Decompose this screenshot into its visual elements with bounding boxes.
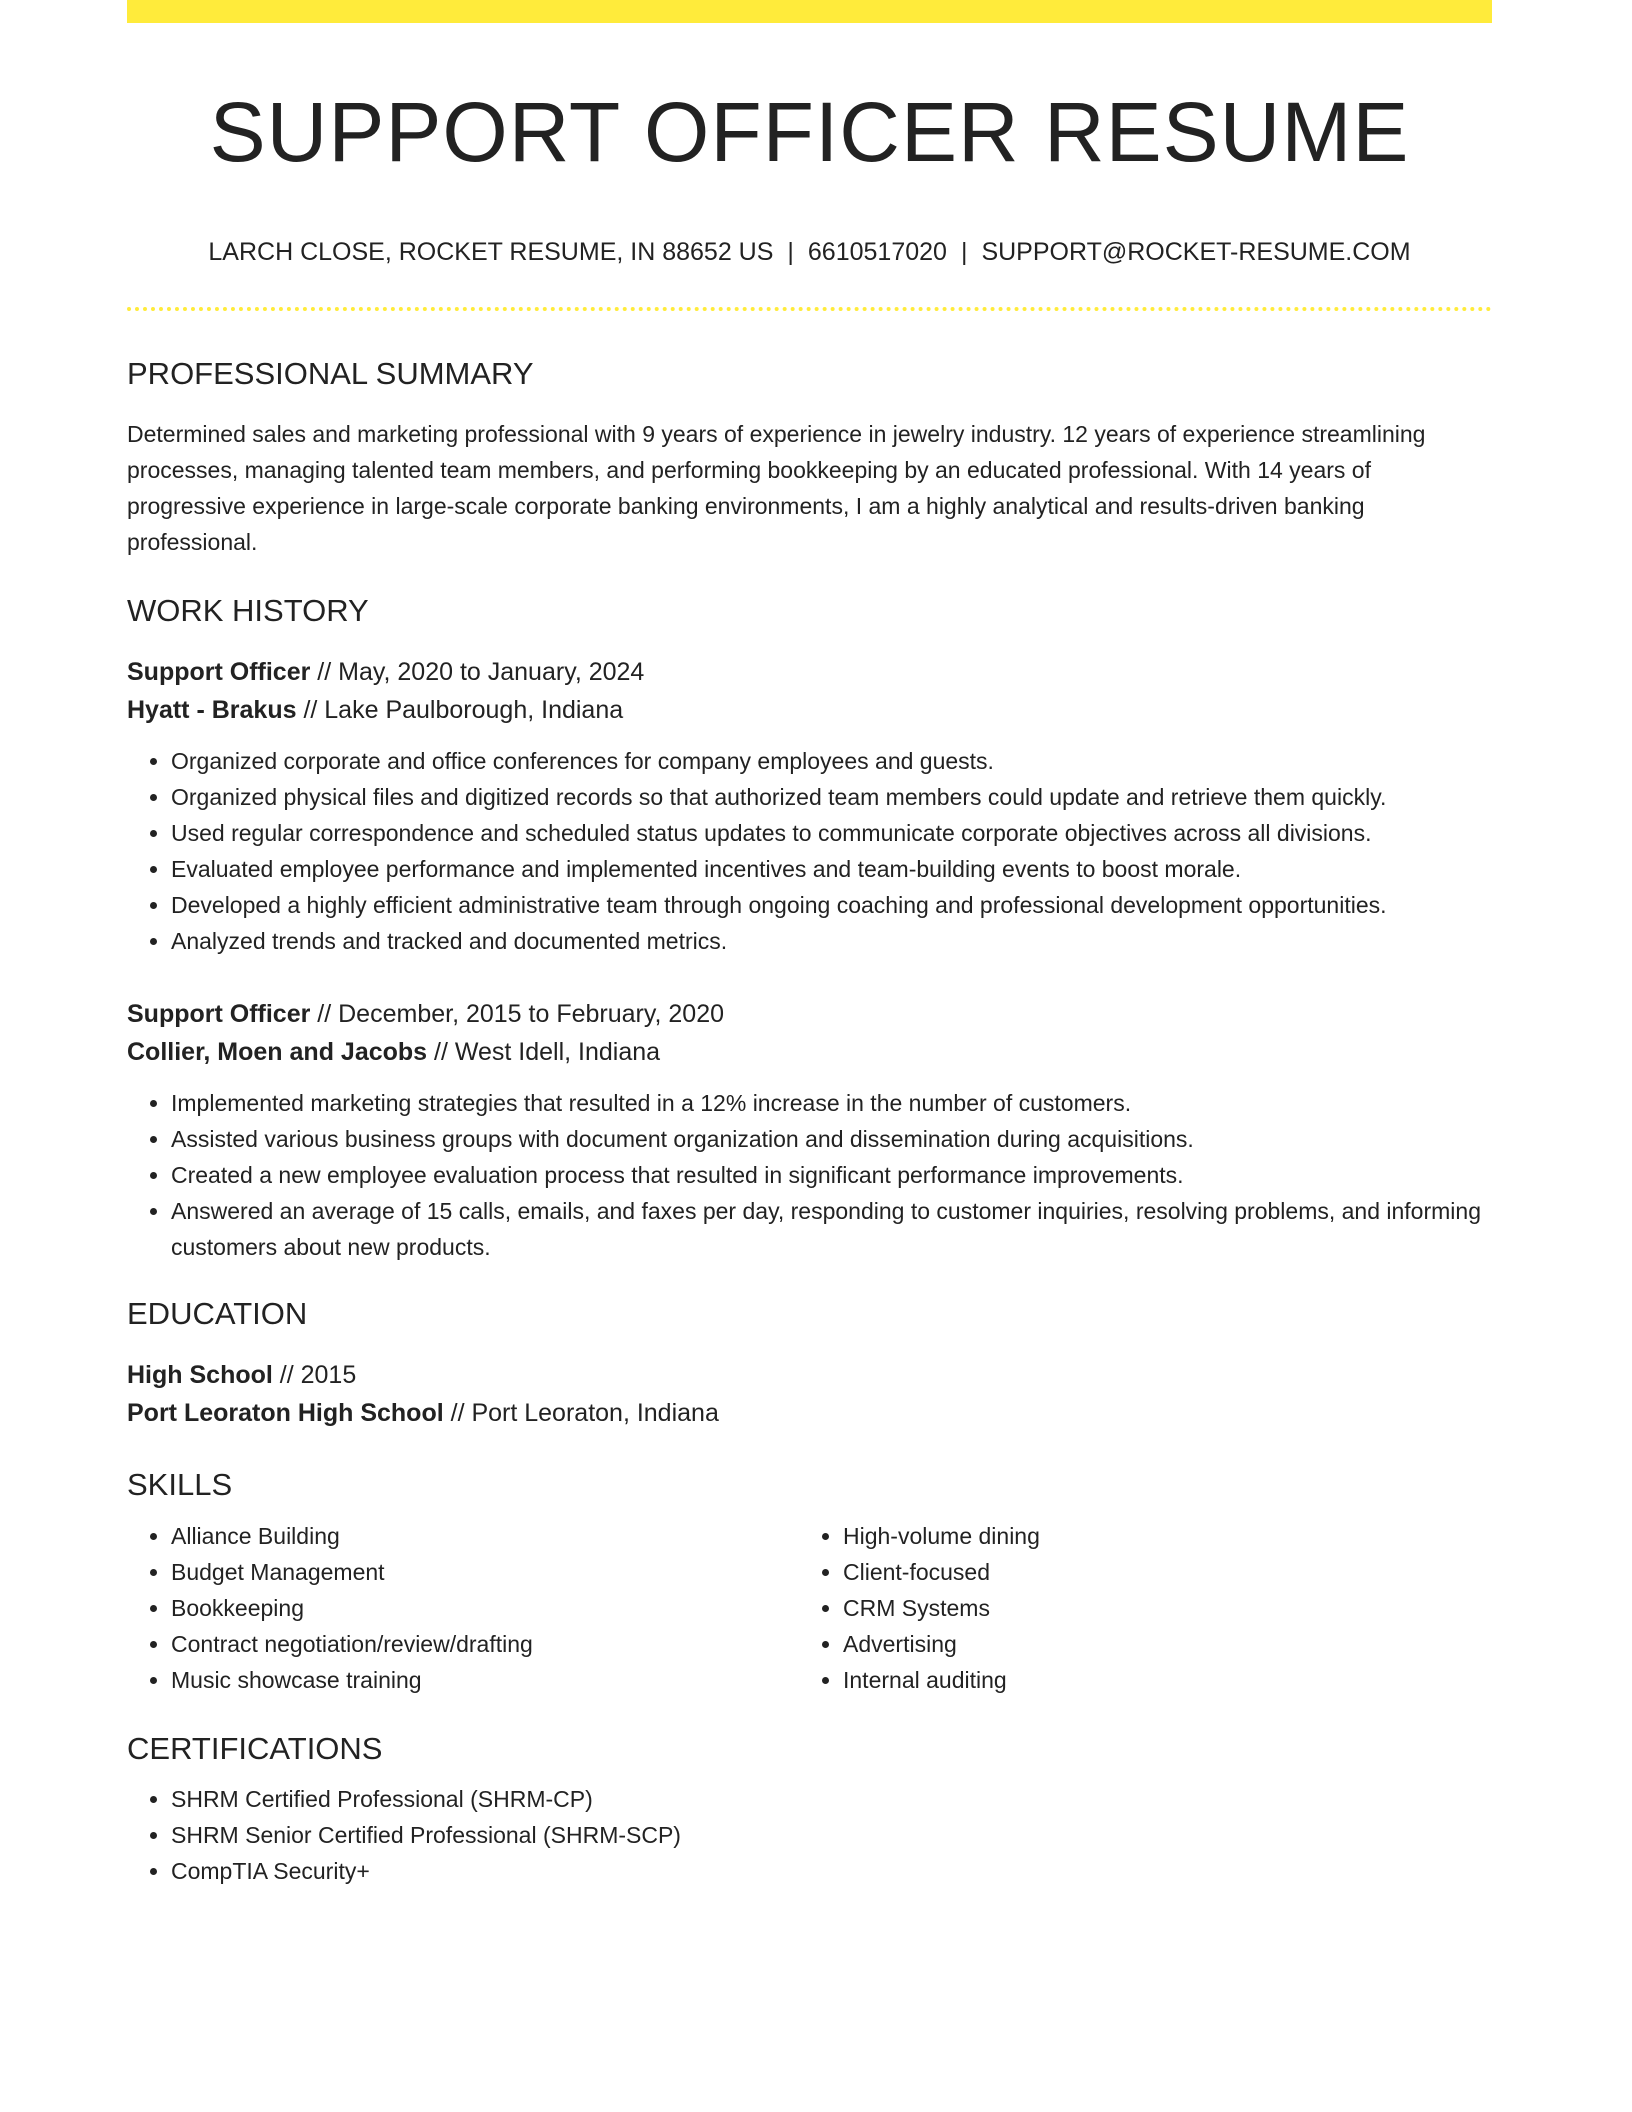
job-title-line [127,653,1492,691]
work-history-section [127,592,1492,1265]
job-company: Collier, Moen and Jacobs [127,1038,428,1067]
summary-text: Determined sales and marketing professional with 9 years of experience in jewelry industry. 12 years of experience streamlining processes, managing talented team members, and performing bookkeeping by an educated professional. With 14 years of progressive experience in large-scale corporate banking environments, I am a highly analytical and results-driven banking professional. [127,421,1426,556]
contact-address: LARCH CLOSE, ROCKET RESUME, IN 88652 US [208,238,774,267]
job-entry [127,653,1492,959]
certifications-list [127,1781,1492,1889]
list-item: • High-volume dining [843,1518,1471,1554]
list-item: • Used regular correspondence and scheduled status updates to communicate corporate objectives across all divisions. [171,815,1492,851]
work-history-heading: WORK HISTORY [127,593,369,629]
list-item: • Alliance Building [171,1518,799,1554]
skills-list [799,1518,1471,1698]
skills-grid [127,1518,1492,1698]
job-bullets [127,743,1492,959]
list-item: • Advertising [843,1626,1471,1662]
resume-page [127,0,1492,1889]
contact-phone: 6610517020 [807,238,947,267]
list-item: • Internal auditing [843,1662,1471,1698]
job-bullets [127,1085,1492,1265]
resume-title: SUPPORT OFFICER RESUME [209,85,1410,179]
list-item: • Bookkeeping [171,1590,799,1626]
certifications-section [127,1730,1492,1889]
summary-section [127,355,1492,560]
list-item: • CRM Systems [843,1590,1471,1626]
contact-separator: | [787,238,794,267]
list-item: • Evaluated employee performance and implemented incentives and team-building events to boost morale. [171,851,1492,887]
list-item: • Contract negotiation/review/drafting [171,1626,799,1662]
list-item: • Budget Management [171,1554,799,1590]
list-item: • Client-focused [843,1554,1471,1590]
list-item: • Analyzed trends and tracked and documented metrics. [171,923,1492,959]
job-company-line [127,1033,1492,1071]
job-entry [127,995,1492,1265]
list-item: • CompTIA Security+ [171,1853,1492,1889]
job-title-line [127,995,1492,1033]
skills-column-right [799,1518,1471,1698]
top-accent-bar [127,0,1492,23]
contact-line [127,236,1492,269]
list-item: • Developed a highly efficient administrative team through ongoing coaching and professional development opportunities. [171,887,1492,923]
job-company: Hyatt - Brakus [127,696,297,725]
education-school: Port Leoraton High School [127,1399,444,1428]
job-company-line [127,691,1492,729]
summary-heading: PROFESSIONAL SUMMARY [127,355,534,391]
list-item: • SHRM Certified Professional (SHRM-CP) [171,1781,1492,1817]
education-degree-line [127,1356,1492,1394]
education-heading: EDUCATION [127,1296,308,1332]
education-school-line [127,1394,1492,1432]
job-location: // West Idell, Indiana [427,1038,661,1067]
skills-section [127,1466,1492,1697]
list-item: • Organized physical files and digitized records so that authorized team members could update and retrieve them quickly. [171,779,1492,815]
job-title: Support Officer [127,658,311,687]
list-item: • Organized corporate and office conferences for company employees and guests. [171,743,1492,779]
list-item: • SHRM Senior Certified Professional (SHRM-SCP) [171,1817,1492,1853]
list-item: • Answered an average of 15 calls, emails, and faxes per day, responding to customer inquiries, resolving problems, and informing customers about new products. [171,1193,1492,1265]
education-year: // 2015 [272,1361,357,1390]
education-location: // Port Leoraton, Indiana [443,1399,719,1428]
list-item: • Assisted various business groups with document organization and dissemination during acquisitions. [171,1121,1492,1157]
job-title: Support Officer [127,1000,311,1029]
education-section [127,1295,1492,1432]
list-item: • Created a new employee evaluation process that resulted in significant performance improvements. [171,1157,1492,1193]
education-entry [127,1356,1492,1432]
job-location: // Lake Paulborough, Indiana [296,696,624,725]
dotted-divider [127,307,1492,311]
skills-list [127,1518,799,1698]
list-item: • Implemented marketing strategies that resulted in a 12% increase in the number of customers. [171,1085,1492,1121]
list-item: • Music showcase training [171,1662,799,1698]
contact-separator: | [960,238,968,267]
skills-heading: SKILLS [127,1467,233,1503]
education-degree: High School [127,1361,273,1390]
skills-column-left [127,1518,799,1698]
job-dates: // December, 2015 to February, 2020 [310,1000,725,1029]
contact-email: SUPPORT@ROCKET-RESUME.COM [981,238,1411,267]
certifications-heading: CERTIFICATIONS [127,1730,383,1766]
job-dates: // May, 2020 to January, 2024 [310,658,645,687]
